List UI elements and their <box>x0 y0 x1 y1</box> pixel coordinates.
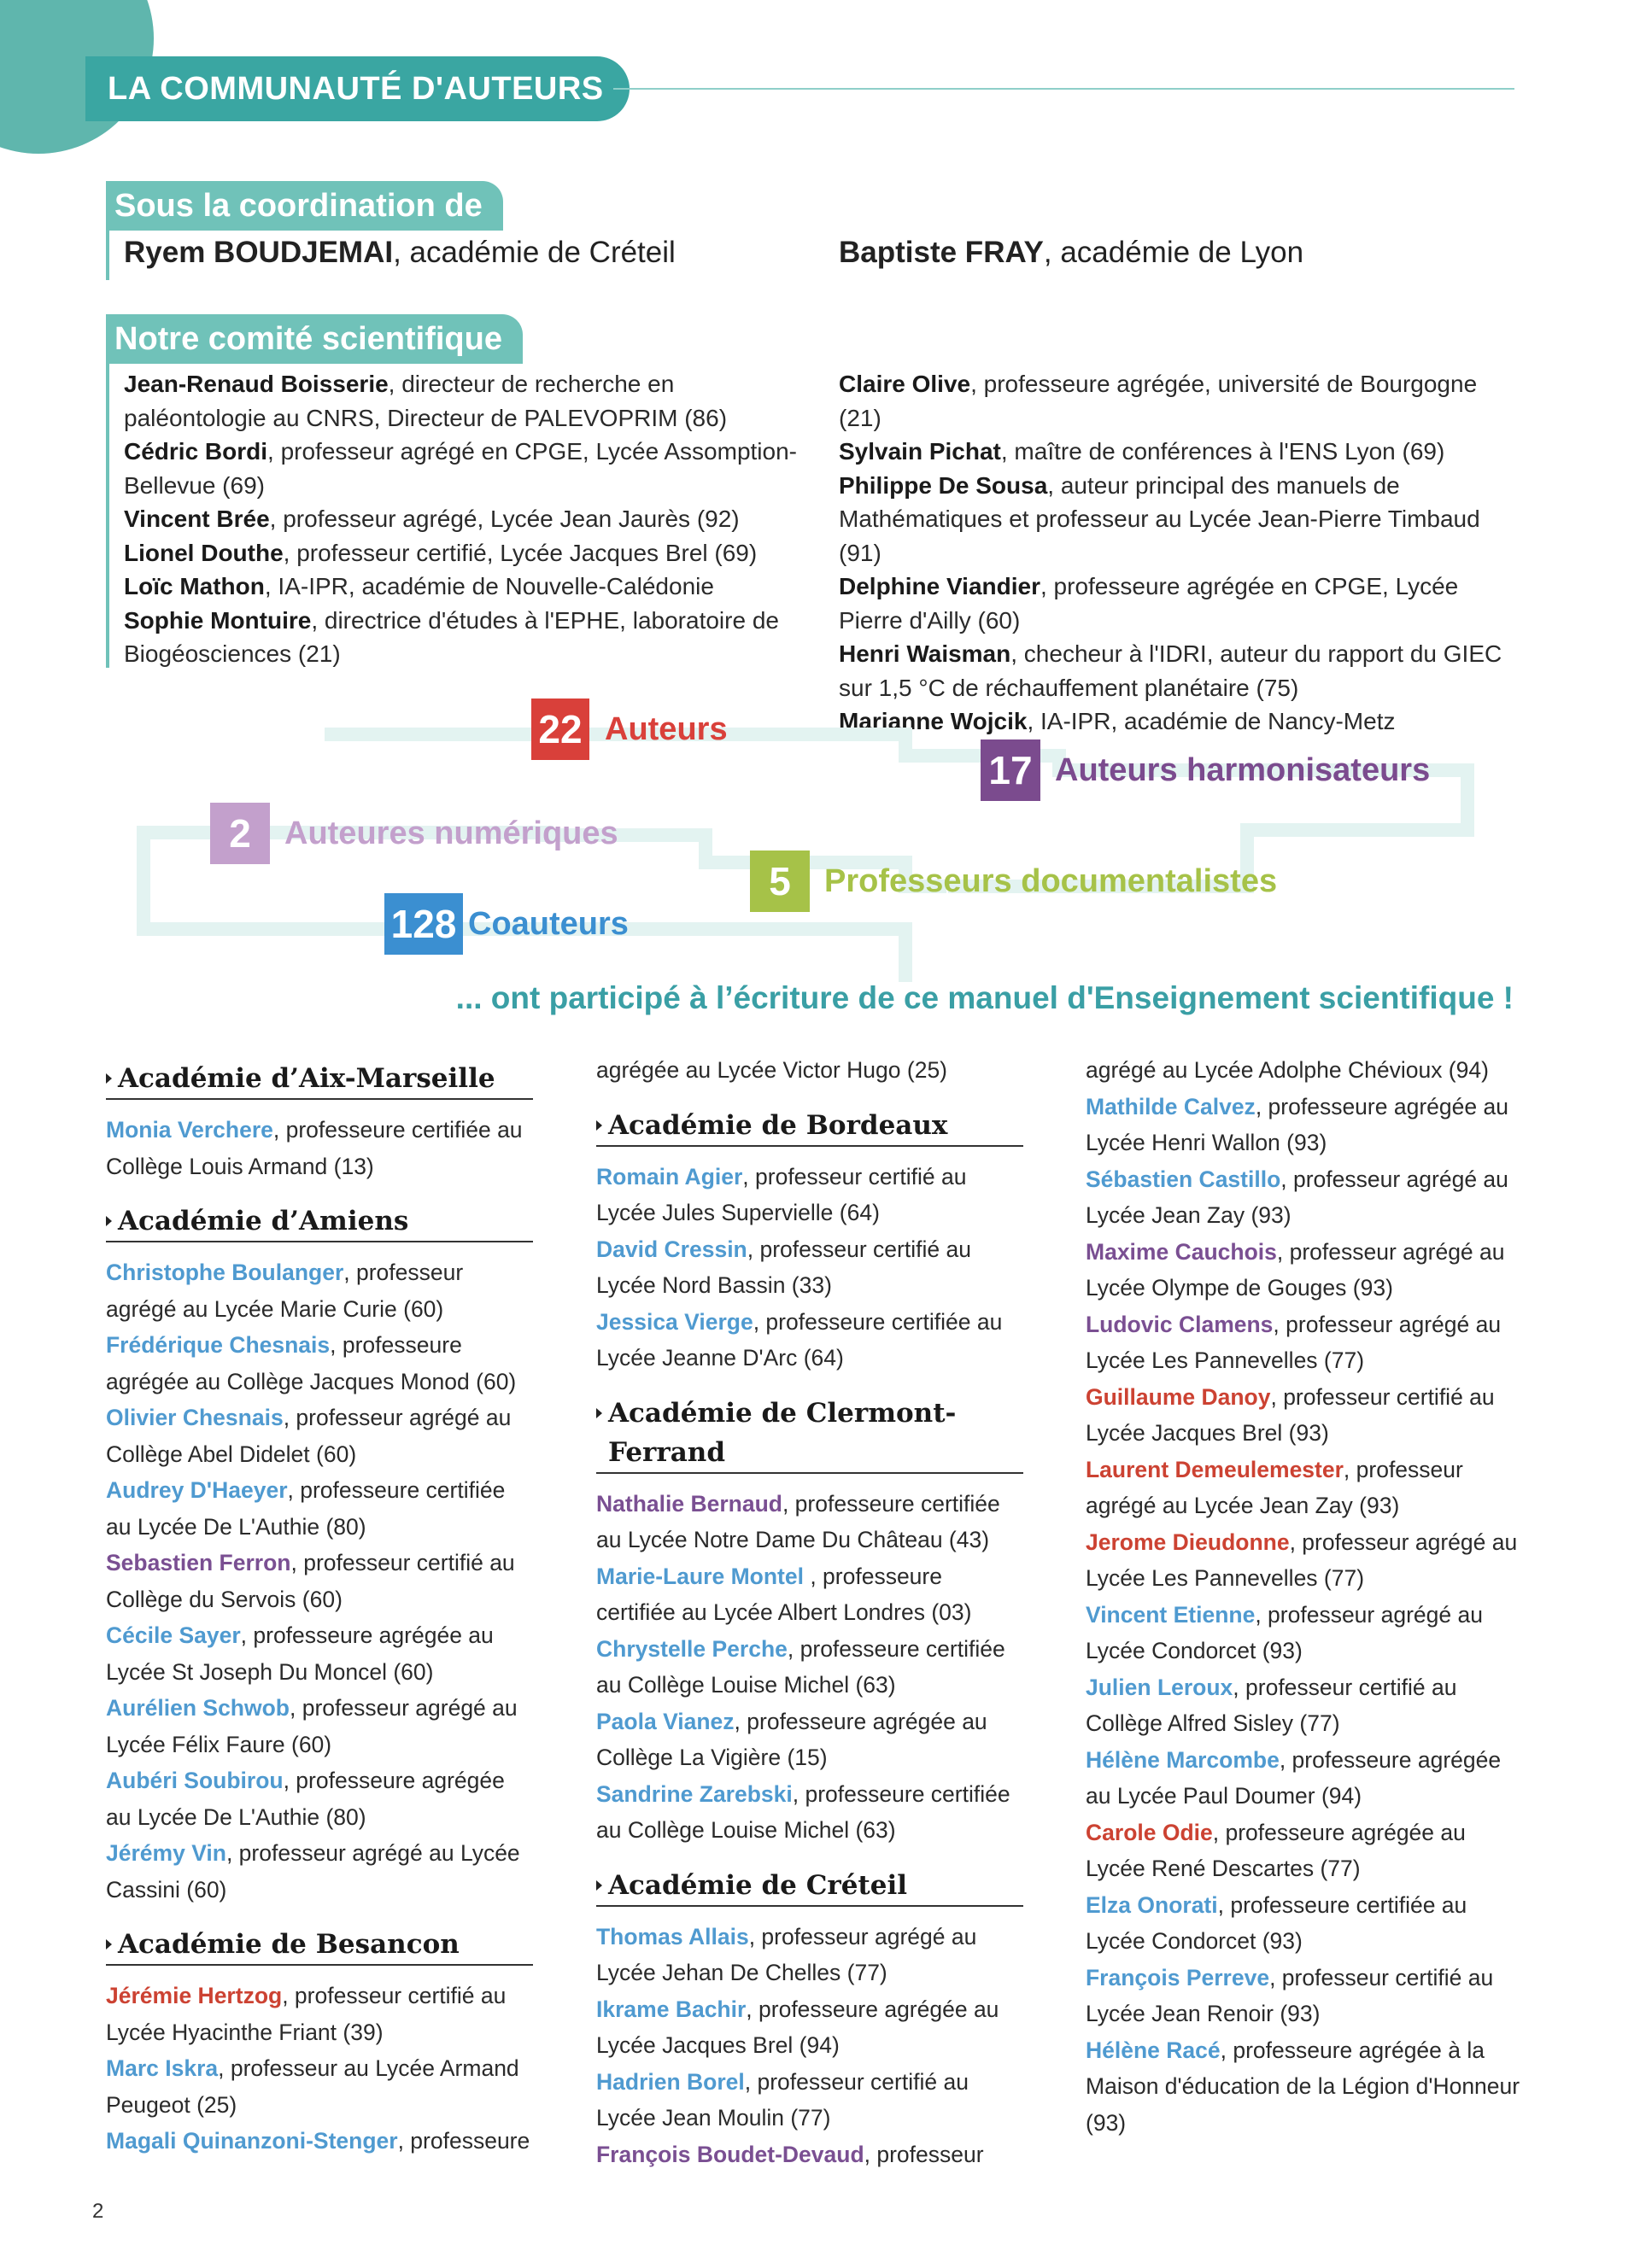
author-role: , professeure certifiée au Lycée De L'Authie (80) <box>106 1477 506 1540</box>
author-entry <box>596 1486 1023 1558</box>
author-entry <box>1086 1742 1521 1815</box>
author-role: , professeur certifié au Lycée Jean Moulin (77) <box>596 2068 969 2131</box>
stat-harmonisateurs-label: Auteurs harmonisateurs <box>1055 752 1431 788</box>
author-role: , professeur au Lycée Armand Peugeot (25) <box>106 2055 519 2118</box>
author-entry <box>106 1327 533 1400</box>
comite-member-name: Sylvain Pichat <box>839 438 1001 465</box>
author-role: , professeure agrégée au Lycée Henri Wallon (93) <box>1086 1093 1508 1155</box>
author-entry <box>1086 1597 1521 1669</box>
author-name: Nathalie Bernaud <box>596 1490 782 1517</box>
author-entry <box>596 2136 1023 2173</box>
author-name: Hélène Marcombe <box>1086 1746 1280 1773</box>
author-name: Jessica Vierge <box>596 1308 753 1335</box>
author-role: , professeur agrégé au Lycée Jean Zay (93) <box>1086 1166 1508 1228</box>
stat-numeriques-label: Auteures numériques <box>284 815 618 851</box>
author-entry <box>1086 1089 1521 1161</box>
author-entry <box>1086 1524 1521 1597</box>
author-entry <box>596 1919 1023 1991</box>
author-name: Frédérique Chesnais <box>106 1332 331 1358</box>
author-entry <box>596 2064 1023 2136</box>
page-number: 2 <box>92 2200 104 2223</box>
comite-member <box>124 570 799 604</box>
author-role: , professeure <box>397 2128 530 2154</box>
author-name: Jérémie Hertzog <box>106 1983 283 2008</box>
comite-member-name: Philippe De Sousa <box>839 471 1048 499</box>
author-entry <box>1086 1887 1521 1960</box>
author-entry <box>106 1690 533 1762</box>
comite-member-name: Claire Olive <box>839 371 971 397</box>
academie-heading: Académie de Créteil <box>596 1866 1023 1907</box>
comite-member-role: , directeur de recherche en paléontologie au CNRS, Directeur de PALEVOPRIM (86) <box>124 371 728 431</box>
author-role: , professeur <box>864 2141 984 2167</box>
author-role: , professeure certifiée au Lycée Albert Londres (03) <box>596 1563 972 1625</box>
comite-member-name: Lionel Douthe <box>124 539 284 566</box>
tagline: ... ont participé à l’écriture de ce manuel d'Enseignement scientifique ! <box>455 980 1514 1015</box>
comite-member <box>124 435 799 502</box>
author-name: Sebastien Ferron <box>106 1550 291 1575</box>
author-name: Vincent Etienne <box>1086 1601 1256 1628</box>
author-role: , professeure certifiée au Lycée Notre Dame Du Château (43) <box>596 1490 1000 1552</box>
author-entry <box>596 1776 1023 1849</box>
comite-left-list <box>124 367 799 671</box>
author-entry <box>1086 1234 1521 1306</box>
stat-numeriques-value: 2 <box>210 803 270 864</box>
author-name: Chrystelle Perche <box>596 1635 788 1662</box>
author-entry <box>106 2050 533 2123</box>
author-name: Jérémy Vin <box>106 1840 226 1866</box>
comite-member <box>839 570 1522 637</box>
author-entry <box>106 1762 533 1835</box>
comite-heading: Notre comité scientifique <box>106 314 523 364</box>
author-name: Magali Quinanzoni-Stenger <box>106 2128 398 2154</box>
author-entry <box>106 1472 533 1545</box>
comite-member-role: , IA-IPR, académie de Nancy-Metz <box>1027 708 1396 734</box>
author-role: , professeure certifiée au Lycée Jeanne D'Arc (64) <box>596 1308 1003 1371</box>
author-role: , professeure agrégée au Lycée Jacques Brel (94) <box>596 1996 999 2058</box>
comite-member-role: , auteur principal des manuels de Mathématiques et professeur au Lycée Jean-Pierre Timbaud (91) <box>839 471 1480 566</box>
comite-member-name: Henri Waisman <box>839 640 1011 667</box>
author-name: Ikrame Bachir <box>596 1996 747 2022</box>
author-role: , professeure agrégée au Lycée René Descartes (77) <box>1086 1819 1466 1881</box>
author-role: , professeur certifié au Lycée Hyacinthe Friant (39) <box>106 1983 507 2045</box>
academie-heading: Académie d’Aix-Marseille <box>106 1059 533 1100</box>
comite-member-name: Delphine Viandier <box>839 573 1040 599</box>
academie-heading: Académie d’Amiens <box>106 1201 533 1242</box>
author-name: François Perreve <box>1086 1964 1270 1990</box>
author-role: , professeure agrégée au Lycée St Joseph Du Moncel (60) <box>106 1622 494 1685</box>
author-role: , professeur certifié au Lycée Jules Supervielle (64) <box>596 1163 967 1225</box>
stat-documentalistes-label: Professeurs documentalistes <box>824 863 1278 899</box>
academie-heading: Académie de Bordeaux <box>596 1106 1023 1147</box>
author-name: Monia Verchere <box>106 1117 273 1143</box>
author-role: , professeur agrégé au Lycée Cassini (60) <box>106 1840 520 1903</box>
stat-harmonisateurs-value: 17 <box>981 739 1040 801</box>
author-name: Marie-Laure Montel <box>596 1563 804 1589</box>
author-entry <box>596 1704 1023 1776</box>
author-name: Laurent Demeulemester <box>1086 1456 1344 1482</box>
author-role: , professeur agrégé au Lycée Jean Zay (93) <box>1086 1456 1463 1518</box>
comite-member-role: , professeure agrégée, université de Bourgogne (21) <box>839 371 1478 431</box>
author-role: , professeur certifié au Lycée Jean Renoir (93) <box>1086 1964 1494 2026</box>
author-name: Elza Onorati <box>1086 1891 1218 1918</box>
author-name: Guillaume Danoy <box>1086 1383 1271 1410</box>
page-title: LA COMMUNAUTÉ D'AUTEURS <box>85 56 630 121</box>
author-role: , professeure agrégée au Collège La Vigière (15) <box>596 1708 987 1770</box>
academie-heading: Académie de Besancon <box>106 1925 533 1966</box>
author-role: , professeur agrégé au Lycée Les Pannevelles (77) <box>1086 1311 1502 1373</box>
author-role: , professeur certifié au Collège Alfred Sisley (77) <box>1086 1674 1457 1736</box>
author-role: , professeur agrégé au Collège Abel Didelet (60) <box>106 1405 512 1467</box>
author-role: , professeure agrégée au Lycée De L'Authie (80) <box>106 1768 505 1830</box>
author-name: Julien Leroux <box>1086 1674 1233 1700</box>
comite-member <box>124 604 799 671</box>
comite-member <box>839 637 1522 704</box>
author-role: , professeur agrégé au Lycée Marie Curie (60) <box>106 1260 464 1322</box>
comite-member-role: , maître de conférences à l'ENS Lyon (69) <box>1000 438 1445 465</box>
stat-auteurs-value: 22 <box>531 699 589 760</box>
author-entry <box>1086 1379 1521 1452</box>
author-entry <box>596 1231 1023 1304</box>
author-role: , professeur agrégé au Lycée Jehan De Chelles (77) <box>596 1923 977 1985</box>
authors-column-3 <box>1086 1052 1521 2141</box>
comite-member-name: Marianne Wojcik <box>839 708 1028 734</box>
comite-member-role: , directrice d'études à l'EPHE, laboratoire de Biogéosciences (21) <box>124 606 779 667</box>
author-entry-continued: agrégé au Lycée Adolphe Chévioux (94) <box>1086 1057 1489 1083</box>
comite-member <box>839 435 1522 469</box>
author-entry <box>596 1991 1023 2064</box>
comite-member-role: , IA-IPR, académie de Nouvelle-Calédonie <box>264 573 714 599</box>
author-entry <box>106 1112 533 1184</box>
author-name: Sandrine Zarebski <box>596 1780 793 1807</box>
author-entry <box>1086 1815 1521 1887</box>
author-entry <box>596 1304 1023 1377</box>
author-entry <box>1086 1960 1521 2032</box>
author-name: Marc Iskra <box>106 2055 219 2081</box>
author-role: , professeure agrégée au Lycée Paul Doumer (94) <box>1086 1746 1502 1809</box>
author-role: , professeure agrégée au Collège Jacques Monod (60) <box>106 1332 517 1394</box>
author-role: , professeur agrégé au Lycée Olympe de Gouges (93) <box>1086 1238 1505 1301</box>
author-entry <box>1086 1161 1521 1234</box>
author-role: , professeur agrégé au Lycée Félix Faure (60) <box>106 1695 518 1757</box>
author-role: , professeure certifiée au Collège Louise Michel (63) <box>596 1780 1010 1843</box>
comite-member-name: Sophie Montuire <box>124 606 312 634</box>
author-name: Maxime Cauchois <box>1086 1238 1277 1265</box>
author-name: Hadrien Borel <box>596 2068 745 2095</box>
author-role: , professeure certifiée au Collège Louise Michel (63) <box>596 1635 1005 1698</box>
comite-member-name: Cédric Bordi <box>124 438 268 465</box>
author-name: Olivier Chesnais <box>106 1405 284 1430</box>
coordination-bar <box>106 231 109 280</box>
author-name: Romain Agier <box>596 1163 743 1190</box>
comite-member <box>124 536 799 570</box>
comite-bar <box>106 364 109 668</box>
comite-member <box>839 367 1522 435</box>
author-entry <box>596 1631 1023 1704</box>
author-entry <box>106 1835 533 1908</box>
comite-right-list <box>839 367 1522 739</box>
author-entry <box>106 2123 533 2160</box>
author-entry <box>106 1978 533 2050</box>
academie-heading: Académie de Clermont-Ferrand <box>596 1394 1023 1474</box>
author-name: Carole Odie <box>1086 1819 1213 1845</box>
author-name: Sébastien Castillo <box>1086 1166 1281 1192</box>
author-role: , professeure certifiée au Collège Louis Armand (13) <box>106 1117 523 1179</box>
comite-member <box>839 469 1522 570</box>
author-role: , professeur agrégé au Lycée Les Pannevelles (77) <box>1086 1529 1518 1591</box>
comite-member-role: , professeur agrégé en CPGE, Lycée Assomption-Bellevue (69) <box>124 438 797 499</box>
author-entry <box>1086 1306 1521 1379</box>
comite-member-name: Loïc Mathon <box>124 573 265 599</box>
coordinator-2: Baptiste FRAY, académie de Lyon <box>839 236 1304 269</box>
author-name: Aubéri Soubirou <box>106 1768 284 1793</box>
author-name: Jerome Dieudonne <box>1086 1529 1290 1555</box>
stat-coauteurs-value: 128 <box>384 893 463 955</box>
author-entry <box>1086 1452 1521 1524</box>
author-role: , professeure certifiée au Lycée Condorcet (93) <box>1086 1891 1467 1954</box>
stat-auteurs-label: Auteurs <box>605 711 728 747</box>
author-role: , professeur certifié au Collège du Servois (60) <box>106 1550 515 1612</box>
author-role: , professeure agrégée à la Maison d'éducation de la Légion d'Honneur (93) <box>1086 2037 1520 2136</box>
author-entry <box>596 1159 1023 1231</box>
author-name: Christophe Boulanger <box>106 1260 344 1285</box>
stat-documentalistes-value: 5 <box>750 850 810 912</box>
comite-member <box>124 502 799 536</box>
author-name: Cécile Sayer <box>106 1622 241 1648</box>
author-role: , professeur agrégé au Lycée Condorcet (93) <box>1086 1601 1483 1663</box>
author-entry <box>596 1558 1023 1631</box>
author-entry <box>1086 2032 1521 2142</box>
authors-column-1 <box>106 1059 533 2160</box>
comite-member-role: , checheur à l'IDRI, auteur du rapport du GIEC sur 1,5 °C de réchauffement planétaire (75) <box>839 640 1502 701</box>
coordinator-1: Ryem BOUDJEMAI, académie de Créteil <box>124 236 676 269</box>
author-name: Thomas Allais <box>596 1923 749 1949</box>
author-name: Ludovic Clamens <box>1086 1311 1274 1337</box>
comite-member-role: , professeure agrégée en CPGE, Lycée Pierre d'Ailly (60) <box>839 573 1459 634</box>
author-name: Aurélien Schwob <box>106 1695 290 1721</box>
author-role: , professeur certifié au Lycée Jacques Brel (93) <box>1086 1383 1495 1446</box>
author-entry-continued: agrégée au Lycée Victor Hugo (25) <box>596 1057 948 1083</box>
author-name: Audrey D'Haeyer <box>106 1477 288 1503</box>
author-name: Mathilde Calvez <box>1086 1093 1256 1119</box>
author-entry <box>106 1254 533 1327</box>
author-name: Hélène Racé <box>1086 2037 1221 2063</box>
author-entry <box>106 1400 533 1472</box>
coordination-heading: Sous la coordination de <box>106 181 503 231</box>
comite-member-name: Vincent Brée <box>124 506 270 532</box>
comite-member <box>124 367 799 435</box>
header-rule <box>613 88 1514 90</box>
comite-member-role: , professeur certifié, Lycée Jacques Brel (69) <box>283 539 758 566</box>
author-name: David Cressin <box>596 1236 747 1262</box>
author-entry <box>1086 1669 1521 1742</box>
comite-member-name: Jean-Renaud Boisserie <box>124 371 389 397</box>
comite-member-role: , professeur agrégé, Lycée Jean Jaurès (92) <box>269 506 740 532</box>
author-entry <box>106 1545 533 1617</box>
authors-column-2 <box>596 1052 1023 2172</box>
author-role: , professeur certifié au Lycée Nord Bassin (33) <box>596 1236 971 1298</box>
author-name: Paola Vianez <box>596 1708 735 1734</box>
author-name: François Boudet-Devaud <box>596 2141 864 2167</box>
author-entry <box>106 1617 533 1690</box>
stat-coauteurs-label: Coauteurs <box>468 906 629 942</box>
